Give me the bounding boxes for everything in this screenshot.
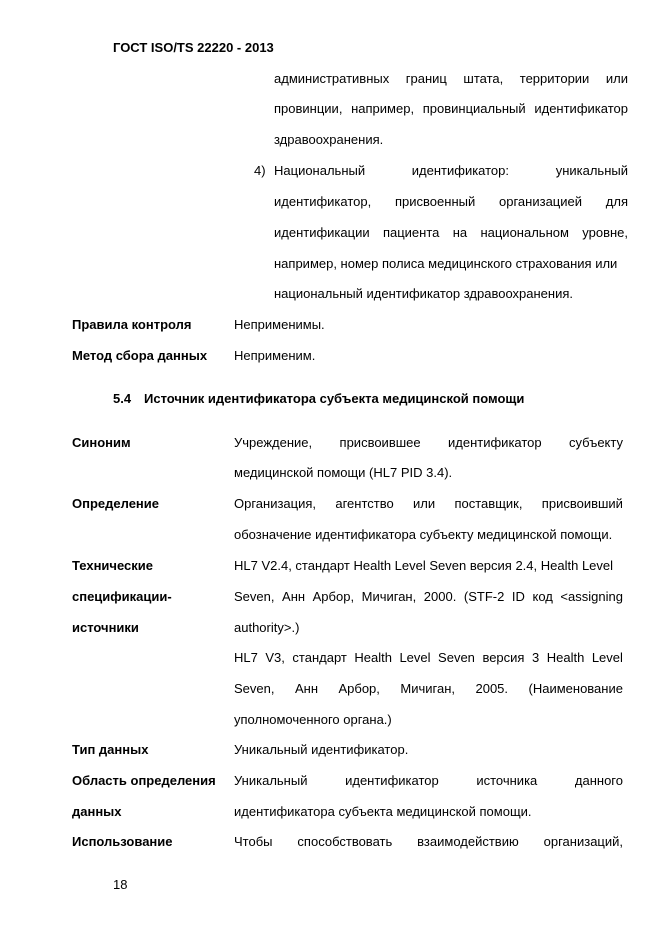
rules-label: Правила контроля bbox=[72, 317, 192, 332]
method-label: Метод сбора данных bbox=[72, 348, 208, 363]
word: организацией bbox=[499, 194, 582, 209]
word: присвоивший bbox=[541, 496, 623, 511]
word: <assigning bbox=[560, 589, 623, 604]
page-number: 18 bbox=[113, 877, 128, 892]
word: границ bbox=[405, 71, 447, 86]
tech-label-2: спецификации- bbox=[72, 589, 172, 604]
word: Мичиган, bbox=[361, 589, 417, 604]
item-line-1 bbox=[274, 163, 628, 178]
word: Level bbox=[591, 650, 623, 665]
word: присвоенный bbox=[395, 194, 476, 209]
tech-line-4 bbox=[234, 650, 623, 665]
word: V3, bbox=[265, 650, 285, 665]
definition-line-2: обозначение идентификатора субъекту медицинской помощи. bbox=[234, 527, 613, 542]
word: Health bbox=[354, 650, 392, 665]
word: код bbox=[532, 589, 553, 604]
word: взаимодействию bbox=[417, 834, 519, 849]
word: версия bbox=[482, 650, 525, 665]
item-line-4: например, номер полиса медицинского страхования или bbox=[274, 256, 618, 271]
definition-line-1 bbox=[234, 496, 623, 511]
word: 2000. bbox=[423, 589, 457, 604]
word: штата, bbox=[463, 71, 504, 86]
word: Анн bbox=[282, 589, 306, 604]
word: (STF-2 bbox=[463, 589, 505, 604]
word: идентификатор bbox=[345, 773, 439, 788]
word: или bbox=[605, 71, 628, 86]
word: присвоившее bbox=[339, 435, 421, 450]
word: Level bbox=[399, 650, 431, 665]
synonym-label: Синоним bbox=[72, 435, 131, 450]
word: Учреждение, bbox=[234, 435, 313, 450]
word: данного bbox=[574, 773, 623, 788]
word: Чтобы bbox=[234, 834, 273, 849]
word: провинциальный bbox=[422, 101, 526, 116]
word: HL7 bbox=[234, 650, 258, 665]
word: например, bbox=[351, 101, 415, 116]
word: или bbox=[413, 496, 436, 511]
word: (Наименование bbox=[528, 681, 623, 696]
word: 3 bbox=[531, 650, 540, 665]
tech-line-2 bbox=[234, 589, 623, 604]
word: агентство bbox=[335, 496, 394, 511]
datatype-label: Тип данных bbox=[72, 742, 149, 757]
word: Уникальный bbox=[234, 773, 308, 788]
word: Арбор, bbox=[312, 589, 355, 604]
word: Национальный bbox=[274, 163, 366, 178]
word: идентификатор: bbox=[411, 163, 510, 178]
domain-line-2: идентификатора субъекта медицинской помощи. bbox=[234, 804, 532, 819]
word: Seven, bbox=[234, 589, 275, 604]
word: идентификатор bbox=[448, 435, 542, 450]
synonym-line-2: медицинской помощи (HL7 PID 3.4). bbox=[234, 465, 453, 480]
datatype-value: Уникальный идентификатор. bbox=[234, 742, 409, 757]
intro-line-1 bbox=[274, 71, 628, 86]
intro-line-3: здравоохранения. bbox=[274, 132, 384, 147]
word: источника bbox=[476, 773, 538, 788]
intro-line-2 bbox=[274, 101, 628, 116]
word: способствовать bbox=[297, 834, 393, 849]
word: на bbox=[452, 225, 468, 240]
word: национальном bbox=[480, 225, 569, 240]
word: организаций, bbox=[543, 834, 623, 849]
word: Организация, bbox=[234, 496, 317, 511]
usage-line-1 bbox=[234, 834, 623, 849]
word: Мичиган, bbox=[400, 681, 455, 696]
tech-label-1: Технические bbox=[72, 558, 153, 573]
word: для bbox=[605, 194, 628, 209]
item-line-5: национальный идентификатор здравоохранения. bbox=[274, 286, 573, 301]
word: пациента bbox=[382, 225, 440, 240]
word: Health bbox=[546, 650, 585, 665]
item-line-2 bbox=[274, 194, 628, 209]
domain-label-1: Область определения bbox=[72, 773, 216, 788]
word: Seven, bbox=[234, 681, 275, 696]
tech-label-3: источники bbox=[72, 620, 139, 635]
word: идентификатор, bbox=[274, 194, 372, 209]
usage-label: Использование bbox=[72, 834, 173, 849]
word: провинции, bbox=[274, 101, 343, 116]
section-number: 5.4 bbox=[113, 391, 132, 406]
word: ID bbox=[511, 589, 525, 604]
word: Анн bbox=[294, 681, 318, 696]
word: Арбор, bbox=[338, 681, 380, 696]
word: Seven bbox=[438, 650, 475, 665]
word: субъекту bbox=[569, 435, 623, 450]
domain-line-1 bbox=[234, 773, 623, 788]
tech-line-6: уполномоченного органа.) bbox=[234, 712, 392, 727]
document-header: ГОСТ ISO/TS 22220 - 2013 bbox=[113, 40, 274, 55]
item-line-3 bbox=[274, 225, 628, 240]
tech-line-5 bbox=[234, 681, 623, 696]
word: территории bbox=[519, 71, 590, 86]
word: уникальный bbox=[555, 163, 628, 178]
synonym-line-1 bbox=[234, 435, 623, 450]
word: стандарт bbox=[292, 650, 347, 665]
list-item-number: 4) bbox=[254, 163, 266, 178]
tech-line-1: HL7 V2.4, стандарт Health Level Seven версия 2.4, Health Level bbox=[234, 558, 614, 573]
word: административных bbox=[274, 71, 390, 86]
domain-label-2: данных bbox=[72, 804, 122, 819]
tech-line-3: authority>.) bbox=[234, 620, 300, 635]
rules-value: Неприменимы. bbox=[234, 317, 325, 332]
word: поставщик, bbox=[454, 496, 523, 511]
word: уровне, bbox=[582, 225, 628, 240]
method-value: Неприменим. bbox=[234, 348, 316, 363]
section-title: Источник идентификатора субъекта медицинской помощи bbox=[144, 391, 525, 406]
word: идентификации bbox=[274, 225, 370, 240]
word: идентификатор bbox=[534, 101, 628, 116]
definition-label: Определение bbox=[72, 496, 160, 511]
word: 2005. bbox=[475, 681, 509, 696]
